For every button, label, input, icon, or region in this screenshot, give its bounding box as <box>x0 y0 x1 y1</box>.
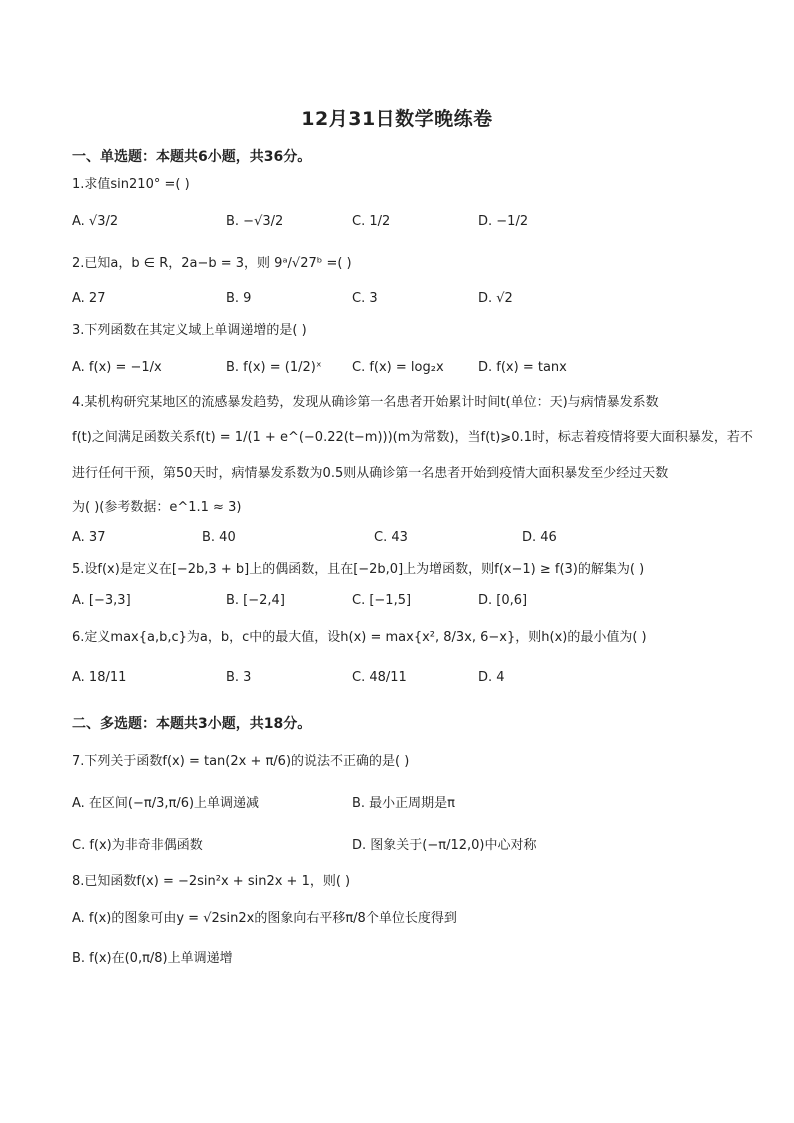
question-7-option-d: D. 图象关于(−π/12,0)中心对称 <box>352 838 537 853</box>
question-2-option-d: D. √2 <box>478 291 513 306</box>
question-6-option-b: B. 3 <box>226 670 252 685</box>
question-5-stem: 5.设f(x)是定义在[−2b,3 + b]上的偶函数，且在[−2b,0]上为增函数，则f(x−1) ≥ f(3)的解集为( ) <box>72 562 645 577</box>
section-heading-multiple-choice: 二、多选题：本题共3小题，共18分。 <box>72 716 312 732</box>
question-7-stem: 7.下列关于函数f(x) = tan(2x + π/6)的说法不正确的是( ) <box>72 754 410 769</box>
question-1-option-a: A. √3/2 <box>72 214 119 229</box>
question-6-stem: 6.定义max{a,b,c}为a，b，c中的最大值，设h(x) = max{x², 8/3x, 6−x}，则h(x)的最小值为( ) <box>72 630 647 645</box>
question-3-stem: 3.下列函数在其定义域上单调递增的是( ) <box>72 323 307 338</box>
question-4-option-c: C. 43 <box>374 530 408 545</box>
question-1-option-c: C. 1/2 <box>352 214 391 229</box>
question-2-stem: 2.已知a，b ∈ R，2a−b = 3，则 9ᵃ/√27ᵇ =( ) <box>72 256 352 271</box>
question-5-option-a: A. [−3,3] <box>72 593 131 608</box>
question-4-option-d: D. 46 <box>522 530 557 545</box>
question-8-option-b: B. f(x)在(0,π/8)上单调递增 <box>72 951 233 966</box>
question-3-option-a: A. f(x) = −1/x <box>72 360 162 375</box>
question-7-option-a: A. 在区间(−π/3,π/6)上单调递减 <box>72 796 260 811</box>
question-1-stem: 1.求值sin210° =( ) <box>72 177 190 192</box>
question-6-option-c: C. 48/11 <box>352 670 407 685</box>
question-3-option-c: C. f(x) = log₂x <box>352 360 444 375</box>
section-heading-single-choice: 一、单选题：本题共6小题，共36分。 <box>72 149 312 165</box>
question-5-option-d: D. [0,6] <box>478 593 528 608</box>
question-6-option-a: A. 18/11 <box>72 670 127 685</box>
question-7-option-c: C. f(x)为非奇非偶函数 <box>72 838 203 853</box>
question-2-option-c: C. 3 <box>352 291 378 306</box>
question-2-option-b: B. 9 <box>226 291 252 306</box>
page-title: 12月31日数学晚练卷 <box>301 108 493 130</box>
question-4-stem-line-3: 进行任何干预，第50天时，病情暴发系数为0.5则从确诊第一名患者开始到疫情大面积暴发至少经过天数 <box>72 466 669 481</box>
question-5-option-c: C. [−1,5] <box>352 593 412 608</box>
question-2-option-a: A. 27 <box>72 291 106 306</box>
question-3-option-d: D. f(x) = tanx <box>478 360 567 375</box>
question-4-stem-line-1: 4.某机构研究某地区的流感暴发趋势，发现从确诊第一名患者开始累计时间t(单位：天)与病情暴发系数 <box>72 395 659 410</box>
question-3-option-b: B. f(x) = (1/2)ˣ <box>226 360 322 375</box>
question-4-option-b: B. 40 <box>202 530 236 545</box>
question-6-option-d: D. 4 <box>478 670 505 685</box>
question-1-option-b: B. −√3/2 <box>226 214 284 229</box>
question-5-option-b: B. [−2,4] <box>226 593 285 608</box>
question-8-stem: 8.已知函数f(x) = −2sin²x + sin2x + 1，则( ) <box>72 874 351 889</box>
question-4-stem-line-2: f(t)之间满足函数关系f(t) = 1/(1 + e^(−0.22(t−m)))(m为常数)，当f(t)⩾0.1时，标志着疫情将要大面积暴发，若不 <box>72 430 753 445</box>
question-1-option-d: D. −1/2 <box>478 214 529 229</box>
question-4-option-a: A. 37 <box>72 530 106 545</box>
question-8-option-a: A. f(x)的图象可由y = √2sin2x的图象向右平移π/8个单位长度得到 <box>72 911 457 926</box>
question-7-option-b: B. 最小正周期是π <box>352 796 456 811</box>
question-4-stem-line-4: 为( )(参考数据：e^1.1 ≈ 3) <box>72 500 242 515</box>
